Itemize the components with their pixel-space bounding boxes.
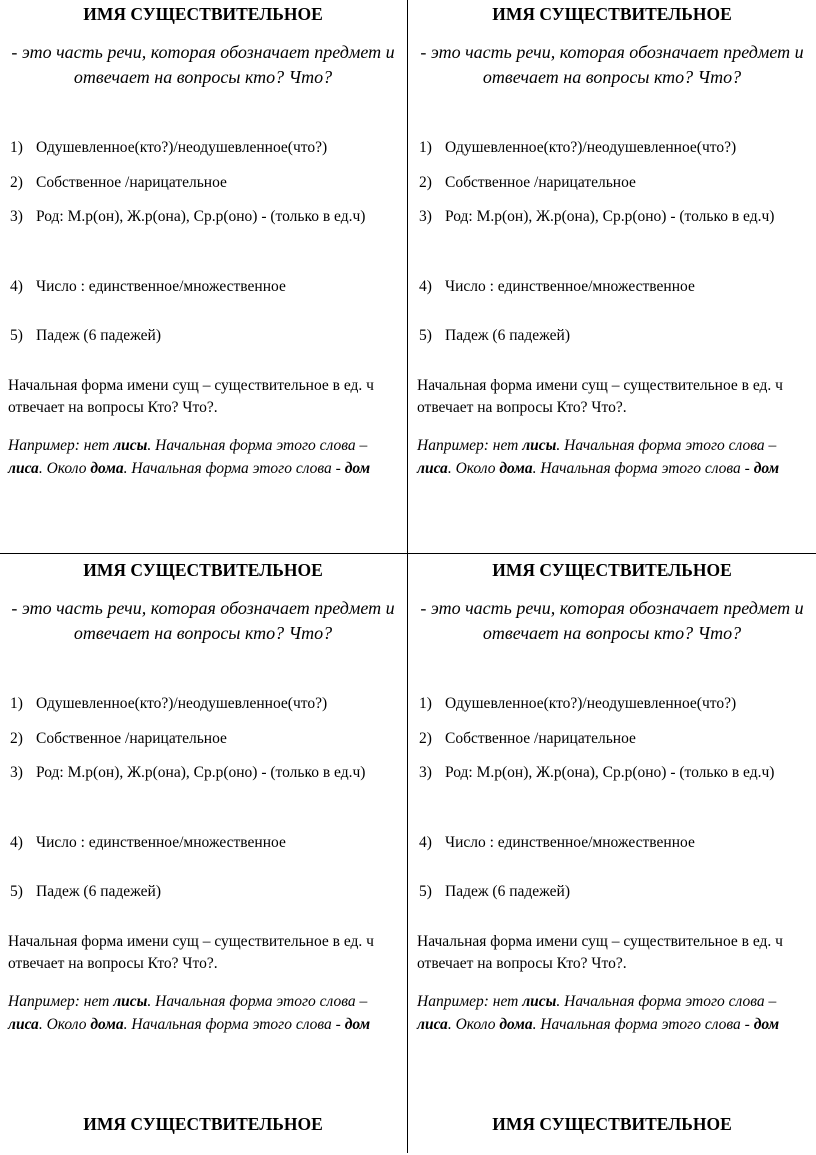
item-text: Род: М.р(он), Ж.р(она), Ср.р(оно) - (только в ед.ч) (445, 764, 775, 781)
card-title: ИМЯ СУЩЕСТВИТЕЛЬНОЕ (83, 1114, 323, 1134)
item-number: 5) (419, 883, 432, 900)
example-word: лисы (113, 437, 148, 454)
item-number: 4) (10, 834, 23, 851)
item-text: Собственное /нарицательное (445, 174, 636, 191)
example-word: лиса (8, 460, 39, 477)
item-number: 2) (10, 730, 23, 747)
list-item (419, 694, 799, 713)
item-text: Одушевленное(кто?)/неодушевленное(что?) (36, 139, 328, 156)
item-number: 2) (10, 174, 23, 191)
card-top-left (2, 0, 404, 553)
item-text: Число : единственное/множественное (36, 278, 286, 295)
list-item (10, 694, 390, 713)
item-text: Одушевленное(кто?)/неодушевленное(что?) (36, 695, 328, 712)
item-text: Падеж (6 падежей) (445, 883, 570, 900)
list-item (419, 138, 799, 157)
example-part: . Начальная форма этого слова – (147, 993, 368, 1010)
list-item (10, 326, 390, 345)
example-word: лисы (522, 993, 557, 1010)
card-definition: - это часть речи, которая обозначает предмет и отвечает на вопросы кто? Что? (11, 598, 395, 643)
card-title: ИМЯ СУЩЕСТВИТЕЛЬНОЕ (492, 560, 732, 580)
list-item (419, 326, 799, 345)
item-text: Падеж (6 падежей) (36, 883, 161, 900)
item-number: 5) (419, 327, 432, 344)
example-part: Например: нет (8, 437, 114, 454)
item-text: Одушевленное(кто?)/неодушевленное(что?) (445, 695, 737, 712)
list-item (10, 729, 390, 748)
card-title: ИМЯ СУЩЕСТВИТЕЛЬНОЕ (83, 560, 323, 580)
item-number: 3) (10, 208, 23, 225)
example-word: лиса (417, 1016, 448, 1033)
item-number: 5) (10, 327, 23, 344)
item-text: Падеж (6 падежей) (445, 327, 570, 344)
example-word: дом (753, 1016, 780, 1033)
list-item (419, 729, 799, 748)
list-item (419, 882, 799, 901)
example-part: . Начальная форма этого слова – (147, 437, 368, 454)
example-part: . Около (38, 1016, 91, 1033)
initial-form-note: Начальная форма имени сущ – существительное в ед. ч отвечает на вопросы Кто? Что?. (417, 933, 783, 972)
item-text: Род: М.р(он), Ж.р(она), Ср.р(оно) - (только в ед.ч) (36, 208, 366, 225)
item-number: 1) (419, 695, 432, 712)
item-number: 2) (419, 730, 432, 747)
example-part: . Начальная форма этого слова - (123, 460, 345, 477)
example-word: дом (344, 1016, 371, 1033)
example-part: . Около (38, 460, 91, 477)
card-partial-right (411, 1110, 813, 1155)
horizontal-cut-line (0, 553, 816, 554)
card-title: ИМЯ СУЩЕСТВИТЕЛЬНОЕ (492, 1114, 732, 1134)
item-text: Число : единственное/множественное (445, 834, 695, 851)
list-item (10, 277, 390, 296)
card-definition: - это часть речи, которая обозначает предмет и отвечает на вопросы кто? Что? (11, 42, 395, 87)
item-number: 4) (10, 278, 23, 295)
item-text: Число : единственное/множественное (36, 834, 286, 851)
item-text: Род: М.р(он), Ж.р(она), Ср.р(оно) - (только в ед.ч) (36, 764, 366, 781)
example-text (8, 990, 400, 1036)
example-part: . Около (447, 1016, 500, 1033)
example-text (417, 434, 809, 480)
initial-form-note: Начальная форма имени сущ – существительное в ед. ч отвечает на вопросы Кто? Что?. (417, 377, 783, 416)
item-number: 4) (419, 278, 432, 295)
item-number: 1) (419, 139, 432, 156)
list-item (10, 882, 390, 901)
item-text: Собственное /нарицательное (36, 174, 227, 191)
initial-form-note: Начальная форма имени сущ – существительное в ед. ч отвечает на вопросы Кто? Что?. (8, 377, 374, 416)
list-item (10, 833, 390, 852)
example-word: дома (90, 1016, 124, 1033)
example-part: . Начальная форма этого слова - (532, 460, 754, 477)
example-part: . Начальная форма этого слова – (556, 437, 777, 454)
list-item (419, 277, 799, 296)
list-item (10, 173, 390, 192)
example-part: . Около (447, 460, 500, 477)
example-word: дома (499, 460, 533, 477)
initial-form-note: Начальная форма имени сущ – существительное в ед. ч отвечает на вопросы Кто? Что?. (8, 933, 374, 972)
list-item (419, 173, 799, 192)
item-number: 2) (419, 174, 432, 191)
card-title: ИМЯ СУЩЕСТВИТЕЛЬНОЕ (492, 4, 732, 24)
list-item (419, 207, 799, 226)
item-number: 3) (419, 764, 432, 781)
card-title: ИМЯ СУЩЕСТВИТЕЛЬНОЕ (83, 4, 323, 24)
list-item (419, 763, 799, 782)
example-word: дом (753, 460, 780, 477)
item-number: 3) (10, 764, 23, 781)
example-word: лиса (417, 460, 448, 477)
card-partial-left (2, 1110, 404, 1155)
item-text: Одушевленное(кто?)/неодушевленное(что?) (445, 139, 737, 156)
card-definition: - это часть речи, которая обозначает предмет и отвечает на вопросы кто? Что? (420, 598, 804, 643)
item-text: Род: М.р(он), Ж.р(она), Ср.р(оно) - (только в ед.ч) (445, 208, 775, 225)
item-number: 1) (10, 695, 23, 712)
example-text (8, 434, 400, 480)
example-part: . Начальная форма этого слова - (123, 1016, 345, 1033)
example-word: дома (90, 460, 124, 477)
example-word: лисы (113, 993, 148, 1010)
card-bottom-left (2, 556, 404, 1109)
item-text: Собственное /нарицательное (445, 730, 636, 747)
list-item (10, 207, 390, 226)
item-text: Собственное /нарицательное (36, 730, 227, 747)
list-item (10, 763, 390, 782)
example-word: лисы (522, 437, 557, 454)
item-number: 3) (419, 208, 432, 225)
item-text: Число : единственное/множественное (445, 278, 695, 295)
example-part: Например: нет (8, 993, 114, 1010)
example-part: . Начальная форма этого слова - (532, 1016, 754, 1033)
example-word: лиса (8, 1016, 39, 1033)
example-part: . Начальная форма этого слова – (556, 993, 777, 1010)
list-item (419, 833, 799, 852)
item-number: 5) (10, 883, 23, 900)
item-text: Падеж (6 падежей) (36, 327, 161, 344)
item-number: 1) (10, 139, 23, 156)
list-item (10, 138, 390, 157)
vertical-cut-line (407, 0, 408, 1153)
card-bottom-right (411, 556, 813, 1109)
example-text (417, 990, 809, 1036)
example-part: Например: нет (417, 437, 523, 454)
example-word: дом (344, 460, 371, 477)
item-number: 4) (419, 834, 432, 851)
card-top-right (411, 0, 813, 553)
card-definition: - это часть речи, которая обозначает предмет и отвечает на вопросы кто? Что? (420, 42, 804, 87)
example-part: Например: нет (417, 993, 523, 1010)
example-word: дома (499, 1016, 533, 1033)
